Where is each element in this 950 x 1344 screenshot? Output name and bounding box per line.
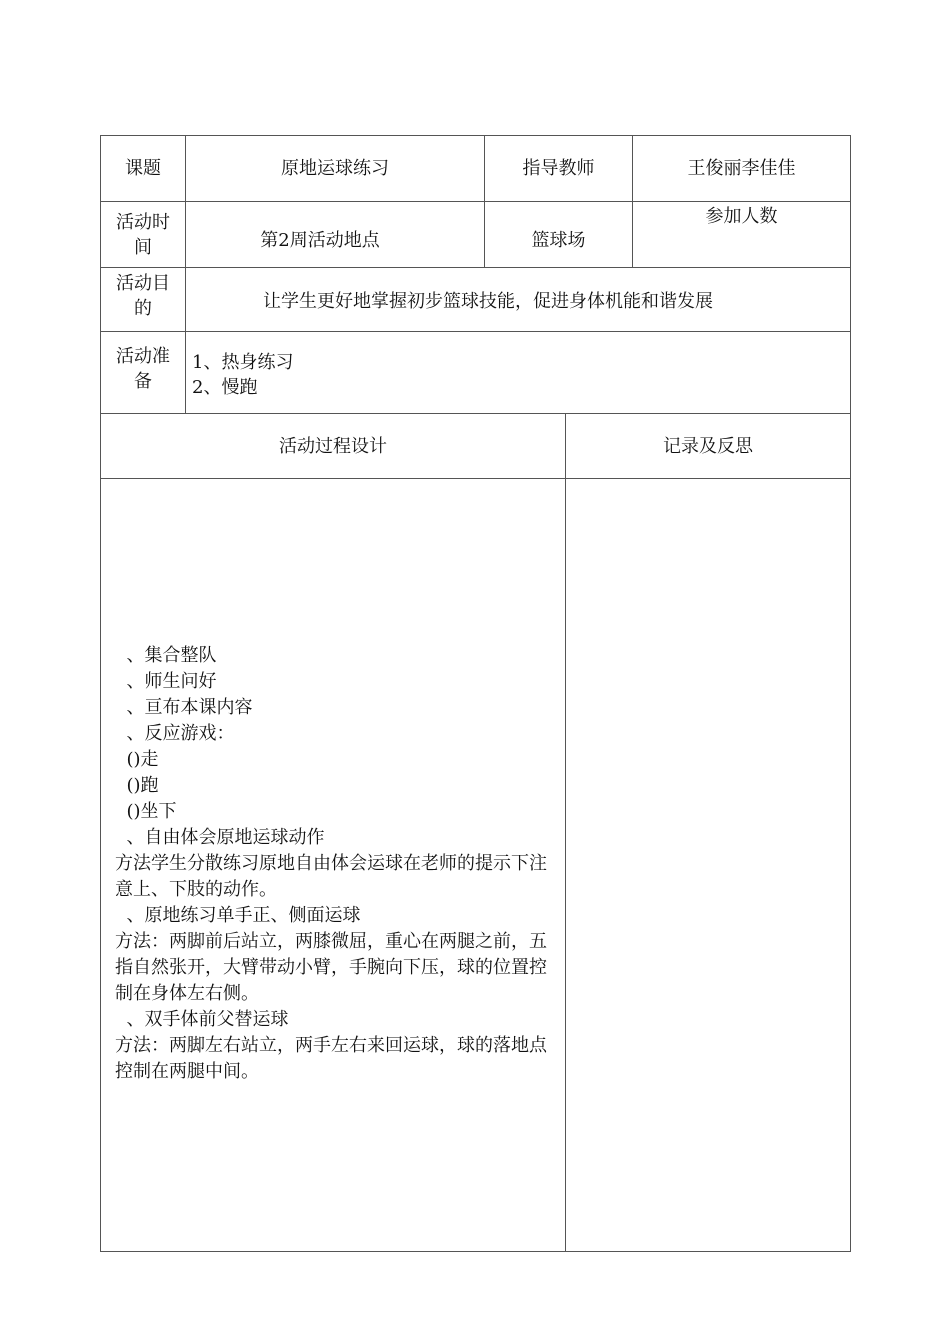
prep-item: 1、热身练习 (192, 352, 294, 373)
goal-value: 让学生更好地掌握初步篮球技能，促进身体机能和谐发展 (263, 290, 713, 312)
time-label: 活动时间 (116, 211, 170, 258)
process-line: 、原地练习单手正、侧面运球 (115, 905, 361, 926)
row-divider (101, 478, 850, 479)
process-line: ()跑 (115, 775, 159, 796)
column-divider (565, 413, 566, 1251)
process-line: 、集合整队 (115, 645, 217, 666)
process-line: 、亘布本课内容 (115, 697, 253, 718)
process-line: ()坐下 (115, 801, 177, 822)
prep-item: 2、慢跑 (192, 377, 258, 398)
topic-value: 原地运球练习 (281, 158, 389, 179)
row-divider (101, 331, 850, 332)
goal-label: 活动目的 (116, 272, 170, 319)
teacher-label: 指导教师 (522, 158, 595, 179)
process-paragraph: 方法：两脚前后站立，两膝微屈，重心在两腿之前，五指自然张开，大臂带动小臂，手腕向下压，球的位置控制在身体左右侧。 (115, 931, 547, 1004)
prep-label: 活动准备 (116, 345, 170, 392)
process-line: 、双手体前父替运球 (115, 1009, 289, 1030)
process-line: 、反应游戏： (115, 723, 235, 744)
place-value: 篮球场 (531, 230, 586, 251)
process-paragraph: 方法：两脚左右站立，两手左右来回运球，球的落地点控制在两腿中间。 (115, 1035, 547, 1082)
design-header: 活动过程设计 (279, 435, 387, 457)
process-text (115, 643, 555, 1085)
topic-label: 课题 (125, 158, 161, 179)
process-line: 、自由体会原地运球动作 (115, 827, 325, 848)
lesson-plan-table (100, 135, 851, 1252)
process-line: 、师生问好 (115, 671, 217, 692)
process-line: ()走 (115, 749, 159, 770)
record-header: 记录及反思 (663, 435, 753, 457)
participants-label: 参加人数 (705, 205, 778, 227)
process-paragraph: 方法学生分散练习原地自由体会运球在老师的提示下注意上、下肢的动作。 (115, 853, 547, 900)
time-value: 第2周活动地点 (260, 230, 380, 251)
prep-list (192, 350, 293, 400)
teacher-value: 王俊丽李佳佳 (687, 158, 796, 179)
